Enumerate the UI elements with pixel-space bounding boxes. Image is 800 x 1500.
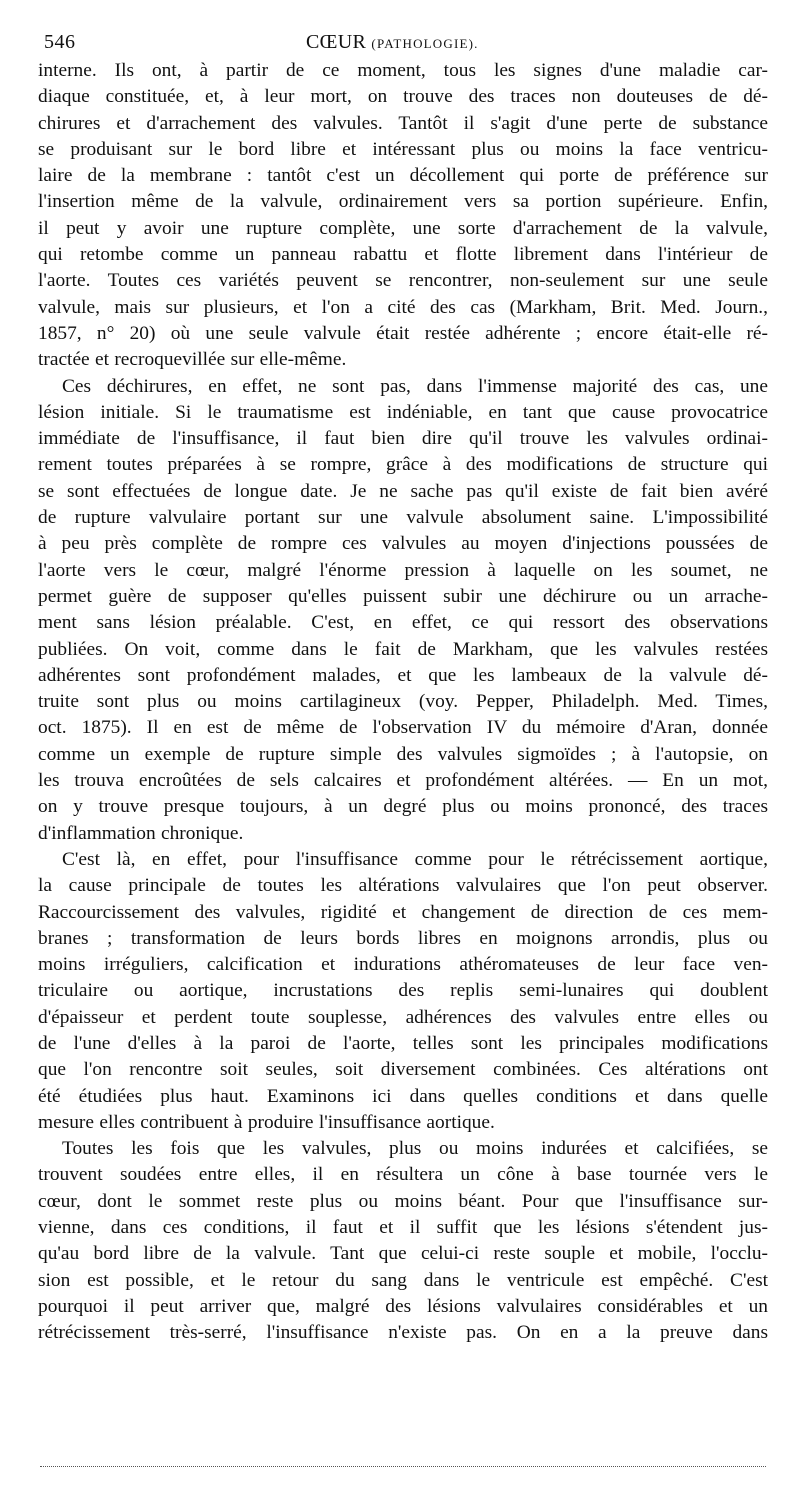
text-line: à peu près complète de rompre ces valvules au moyen d'injections poussées de <box>38 533 768 555</box>
text-line: que l'on rencontre soit seules, soit diversement combinées. Ces altérations ont <box>38 1059 768 1081</box>
running-title <box>306 30 479 56</box>
text-line: oct. 1875). Il en est de même de l'observation IV du mémoire d'Aran, donnée <box>38 717 768 739</box>
page-number: 546 <box>44 31 76 53</box>
text-line: comme un exemple de rupture simple des valvules sigmoïdes ; à l'autopsie, on <box>38 743 768 765</box>
paragraph-1 <box>38 58 768 374</box>
text-line: l'aorte vers le cœur, malgré l'énorme pression à laquelle on les soumet, ne <box>38 559 768 581</box>
text-line: publiées. On voit, comme dans le fait de Markham, que les valvules restées <box>38 638 768 660</box>
text-line: Ces déchirures, en effet, ne sont pas, dans l'immense majorité des cas, une <box>62 375 768 397</box>
text-line: rétrécissement très-serré, l'insuffisance n'existe pas. On en a la preuve dans <box>38 1322 768 1344</box>
text-line: qui retombe comme un panneau rabattu et flotte librement dans l'intérieur de <box>38 244 768 266</box>
text-line: il peut y avoir une rupture complète, une sorte d'arrachement de la valvule, <box>38 217 768 239</box>
text-line: les trouva encroûtées de sels calcaires et profondément altérées. — En un mot, <box>38 770 768 792</box>
text-line: de rupture valvulaire portant sur une valvule absolument saine. L'impossibilité <box>38 507 768 529</box>
text-line: la cause principale de toutes les altérations valvulaires que l'on peut observer. <box>38 875 768 897</box>
text-line: 1857, n° 20) où une seule valvule était restée adhérente ; encore était-elle ré- <box>38 322 768 344</box>
text-line: ment sans lésion préalable. C'est, en effet, ce qui ressort des observations <box>38 612 768 634</box>
text-line: Toutes les fois que les valvules, plus ou moins indurées et calcifiées, se <box>62 1138 768 1160</box>
text-line: truite sont plus ou moins cartilagineux (voy. Pepper, Philadelph. Med. Times, <box>38 691 768 713</box>
body-text <box>38 58 768 1347</box>
text-line: rement toutes préparées à se rompre, grâce à des modifications de structure qui <box>38 454 768 476</box>
text-line: l'aorte. Toutes ces variétés peuvent se rencontrer, non-seulement sur une seule <box>38 270 768 292</box>
text-line: immédiate de l'insuffisance, il faut bien dire qu'il trouve les valvules ordinai- <box>38 428 768 450</box>
text-line: de l'une d'elles à la paroi de l'aorte, telles sont les principales modifications <box>38 1032 768 1054</box>
text-line: C'est là, en effet, pour l'insuffisance comme pour le rétrécissement aortique, <box>62 848 768 870</box>
text-line: qu'au bord libre de la valvule. Tant que celui-ci reste souple et mobile, l'occlu- <box>38 1243 768 1265</box>
text-line: mesure elles contribuent à produire l'insuffisance aortique. <box>38 1111 495 1133</box>
text-line: chirures et d'arrachement des valvules. Tantôt il s'agit d'une perte de substance <box>38 112 768 134</box>
paragraph-4 <box>38 1136 768 1346</box>
text-line: interne. Ils ont, à partir de ce moment, tous les signes d'une maladie car- <box>38 60 768 81</box>
text-line: été étudiées plus haut. Examinons ici dans quelles conditions et dans quelle <box>38 1085 768 1107</box>
text-line: se sont effectuées de longue date. Je ne sache pas qu'il existe de fait bien avéré <box>38 480 768 502</box>
text-line: pourquoi il peut arriver que, malgré des lésions valvulaires considérables et un <box>38 1295 768 1317</box>
text-line: adhérentes sont profondément malades, et que les lambeaux de la valvule dé- <box>38 664 768 686</box>
text-line: moins irréguliers, calcification et indurations athéromateuses de leur face ven- <box>38 954 768 976</box>
text-line: vienne, dans ces conditions, il faut et il suffit que les lésions s'étendent jus- <box>38 1217 768 1239</box>
footer-dotted-rule <box>40 1466 766 1467</box>
text-line: sion est possible, et le retour du sang dans le ventricule est empêché. C'est <box>38 1269 768 1291</box>
text-line: permet guère de supposer qu'elles puissent subir une déchirure ou un arrache- <box>38 585 768 607</box>
paragraph-3 <box>38 847 768 1136</box>
text-line: on y trouve presque toujours, à un degré plus ou moins prononcé, des traces <box>38 796 768 818</box>
paragraph-2 <box>38 374 768 847</box>
text-line: cœur, dont le sommet reste plus ou moins béant. Pour que l'insuffisance sur- <box>38 1190 768 1212</box>
text-line: valvule, mais sur plusieurs, et l'on a cité des cas (Markham, Brit. Med. Journ., <box>38 296 768 318</box>
text-line: tractée et recroquevillée sur elle-même. <box>38 349 347 371</box>
running-head <box>38 26 772 58</box>
text-line: l'insertion même de la valvule, ordinairement vers sa portion supérieure. Enfin, <box>38 191 768 213</box>
text-line: d'épaisseur et perdent toute souplesse, adhérences des valvules entre elles ou <box>38 1006 768 1028</box>
text-line: trouvent soudées entre elles, il en résultera un cône à base tournée vers le <box>38 1164 768 1186</box>
text-line: d'inflammation chronique. <box>38 822 244 844</box>
running-title-subtitle: (PATHOLOGIE). <box>371 36 479 51</box>
text-line: Raccourcissement des valvules, rigidité et changement de direction de ces mem- <box>38 901 768 923</box>
text-line: diaque constituée, et, à leur mort, on trouve des traces non douteuses de dé- <box>38 86 768 108</box>
text-line: se produisant sur le bord libre et intéressant plus ou moins la face ventricu- <box>38 138 768 160</box>
text-line: lésion initiale. Si le traumatisme est indéniable, en tant que cause provocatrice <box>38 401 768 423</box>
running-title-main: CŒUR <box>306 31 367 53</box>
text-line: branes ; transformation de leurs bords libres en moignons arrondis, plus ou <box>38 927 768 949</box>
text-line: laire de la membrane : tantôt c'est un décollement qui porte de préférence sur <box>38 165 768 187</box>
text-line: triculaire ou aortique, incrustations des replis semi-lunaires qui doublent <box>38 980 768 1002</box>
